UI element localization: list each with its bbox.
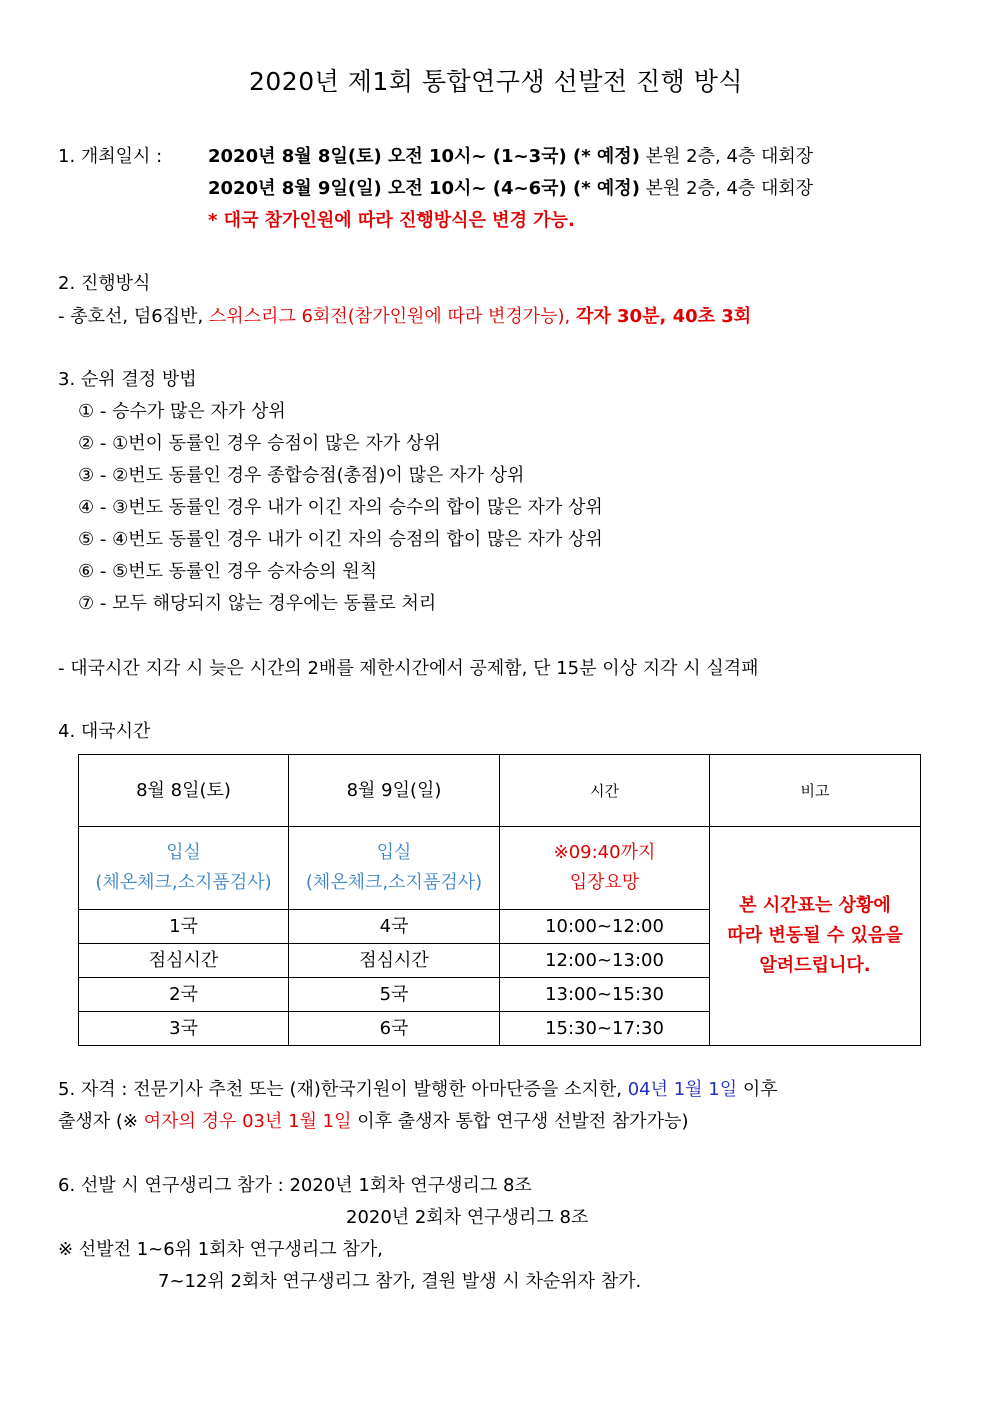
late-penalty-rule: - 대국시간 지각 시 늦은 시간의 2배를 제한시간에서 공제함, 단 15분 이상 지각 시 실격패 [58,658,759,679]
eligibility-suffix: 이후 [737,1079,778,1100]
league-note-1: ※ 선발전 1~6위 1회차 연구생리그 참가, [58,1239,383,1260]
remarks-line-2: 따라 변동될 수 있음을 [727,925,903,946]
schedule-day1-main: 2020년 8월 8일(토) 오전 10시~ (1~3국) (* 예정) [208,146,640,167]
eligibility-line-1 [58,1077,778,1103]
row2-day2: 점심시간 [289,944,500,978]
schedule-day2-main: 2020년 8월 9일(일) 오전 10시~ (4~6국) (* 예정) [208,178,640,199]
row4-time: 15:30~17:30 [500,1012,710,1046]
schedule-header-row [79,755,921,827]
rank-rule-6: ⑥ - ⑤번도 동률인 경우 승자승의 원칙 [78,561,378,582]
entry-day2-cell [289,827,500,910]
entry-time-cell [500,827,710,910]
progress-method-swiss: 스위스리그 6회전(참가인원에 따라 변경가능), [208,306,576,327]
entry-day1-label: 입실 [166,842,201,863]
row1-time: 10:00~12:00 [500,910,710,944]
entry-day2-checks: (체온체크,소지품검사) [305,872,483,893]
header-day1: 8월 8일(토) [79,755,289,827]
entry-time-deadline: ※09:40까지 [553,842,656,863]
row3-time: 13:00~15:30 [500,978,710,1012]
entry-row [79,827,921,910]
league-line-2: 2020년 2회차 연구생리그 8조 [346,1207,589,1228]
progress-method-prefix: - 총호선, 덤6집반, [58,306,209,327]
league-line-1: 6. 선발 시 연구생리그 참가 : 2020년 1회차 연구생리그 8조 [58,1175,532,1196]
row4-day1: 3국 [79,1012,289,1046]
row1-day2: 4국 [289,910,500,944]
header-remarks: 비고 [710,755,921,827]
schedule-table [78,754,921,1046]
header-day2: 8월 9일(일) [289,755,500,827]
row2-time: 12:00~13:00 [500,944,710,978]
remarks-line-3: 알려드립니다. [759,955,871,976]
rank-rule-5: ⑤ - ④번도 동률인 경우 내가 이긴 자의 승점의 합이 많은 자가 상위 [78,529,603,550]
entry-day1-checks: (체온체크,소지품검사) [95,872,272,893]
schedule-day2-line [208,176,813,202]
schedule-change-note: * 대국 참가인원에 따라 진행방식은 변경 가능. [208,210,575,231]
schedule-day1-venue: 본원 2층, 4층 대회장 [639,146,814,167]
eligibility-prefix: 5. 자격 : 전문기사 추천 또는 (재)한국기원이 발행한 아마단증을 소지한, [58,1079,628,1100]
row4-day2: 6국 [289,1012,500,1046]
page-title: 2020년 제1회 통합연구생 선발전 진행 방식 [248,67,743,96]
league-note-2: 7~12위 2회차 연구생리그 참가, 결원 발생 시 차순위자 참가. [158,1271,642,1292]
remarks-line-1: 본 시간표는 상황에 [739,895,891,916]
schedule-remarks-note [710,827,921,1046]
rank-rule-2: ② - ①번이 동률인 경우 승점이 많은 자가 상위 [78,433,441,454]
eligibility-birthdate: 04년 1월 1일 [627,1079,738,1100]
section1-label: 1. 개최일시 : [58,146,163,167]
header-time: 시간 [500,755,710,827]
section4-label: 4. 대국시간 [58,721,151,742]
rank-rule-1: ① - 승수가 많은 자가 상위 [78,401,286,422]
entry-time-request: 입장요망 [569,872,640,893]
eligibility-women-birthdate: 여자의 경우 03년 1월 1일 [143,1111,352,1132]
entry-day1-cell [79,827,289,910]
row2-day1: 점심시간 [79,944,289,978]
schedule-day2-venue: 본원 2층, 4층 대회장 [639,178,814,199]
row3-day1: 2국 [79,978,289,1012]
rank-rule-4: ④ - ③번도 동률인 경우 내가 이긴 자의 승수의 합이 많은 자가 상위 [78,497,603,518]
eligibility-line-2 [58,1109,688,1135]
row1-day1: 1국 [79,910,289,944]
section3-label: 3. 순위 결정 방법 [58,369,197,390]
entry-day2-label: 입실 [376,842,412,863]
rank-rule-7: ⑦ - 모두 해당되지 않는 경우에는 동률로 처리 [78,593,437,614]
eligibility-line2-prefix: 출생자 (※ [58,1111,144,1132]
rank-rule-3: ③ - ②번도 동률인 경우 종합승점(총점)이 많은 자가 상위 [78,465,525,486]
progress-method-line [58,304,751,330]
schedule-day1-line [208,144,813,170]
progress-method-time: 각자 30분, 40초 3회 [575,306,752,327]
row3-day2: 5국 [289,978,500,1012]
section2-label: 2. 진행방식 [58,273,151,294]
eligibility-line2-suffix: 이후 출생자 통합 연구생 선발전 참가가능) [351,1111,689,1132]
